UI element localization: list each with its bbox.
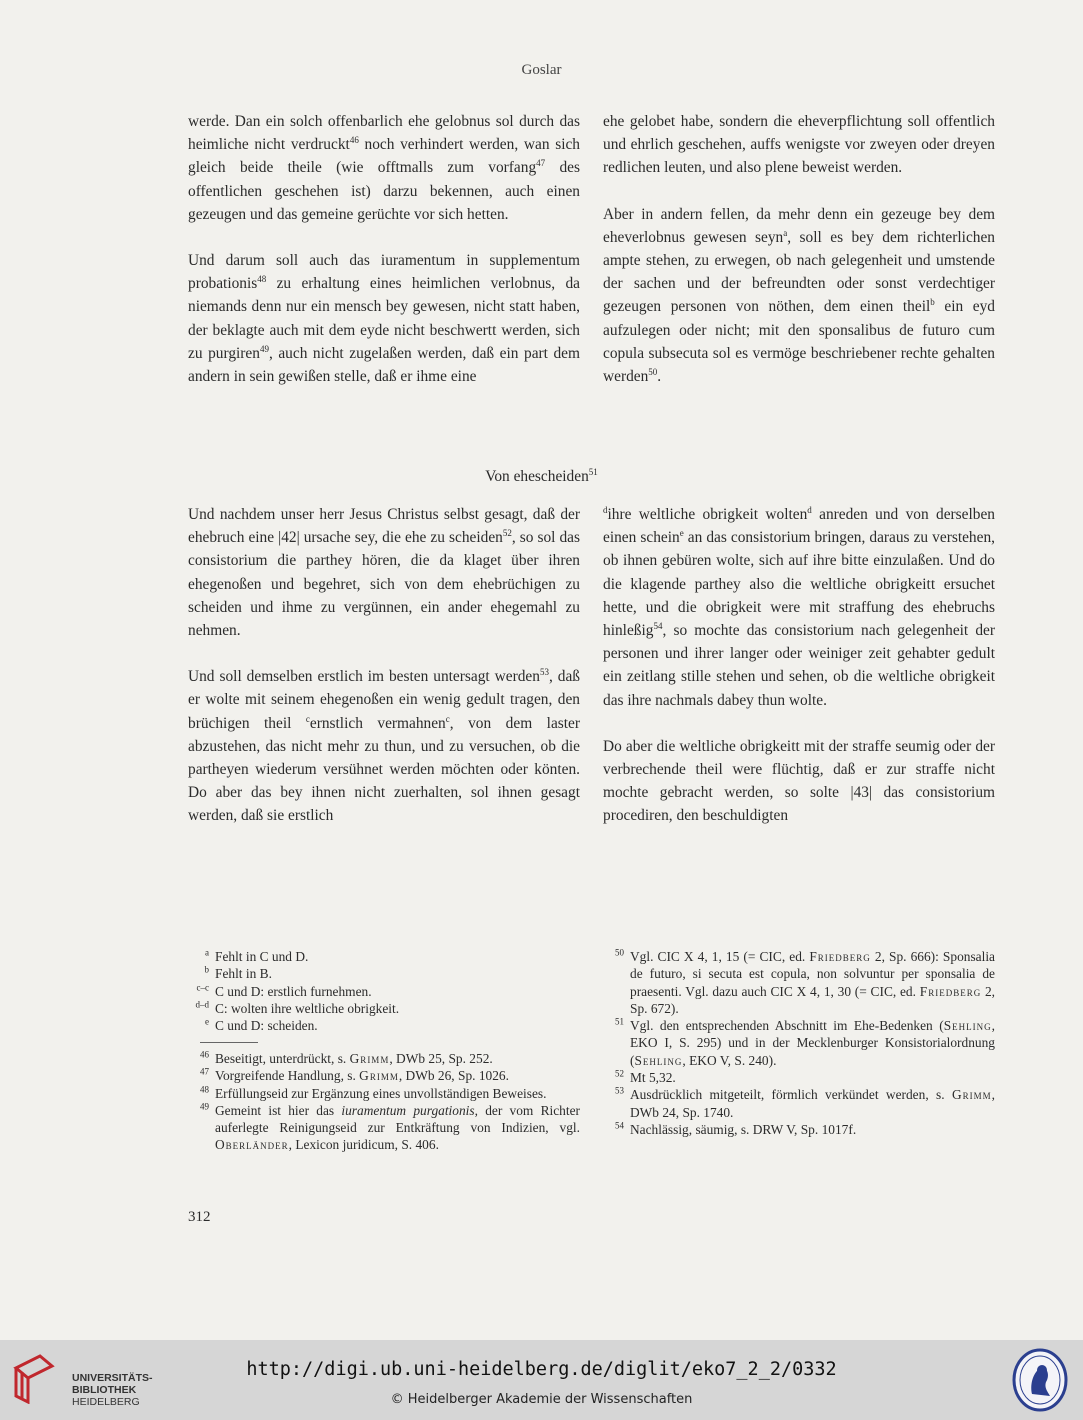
footnote: $^{46}$ Beseitigt, unterdrückt, s. Grimm, DWb 25, Sp. 252. xyxy=(200,1049,493,1066)
copyright-text: © Heidelberger Akademie der Wissenschaften xyxy=(390,1392,693,1407)
left-column-top xyxy=(188,110,580,388)
right-column-top xyxy=(603,110,995,388)
footnote: $^b$ Fehlt in B. xyxy=(204,964,272,982)
section-heading: Von ehescheiden$^{51}$ xyxy=(485,466,598,485)
footnote: $^{48}$ Erfüllungseid zur Ergänzung eines unvollständigen Beweises. xyxy=(200,1084,547,1101)
footnote: $^{47}$ Vorgreifende Handlung, s. Grimm, DWb 26, Sp. 1026. xyxy=(200,1066,509,1084)
left-column-bottom xyxy=(188,503,580,828)
footnotes-letters xyxy=(188,948,580,1034)
paragraph: ehe gelobet habe, sondern die eheverpflichtung soll offentlich und ehrlich geschehen, auffs wenigste vor zweyen oder dreyen redlichen leuten, und also plene beweist werden. xyxy=(603,113,995,177)
paragraph: Und nachdem unser herr Jesus Christus selbst gesagt, daß der ehebruch eine |42| ursache sey, die ehe zu scheiden$^{52}$, so sol das consistorium die parthey hören, die da klaget über ihren ehegenoßen und begehret, sich von dem ehebrüchigen zu scheiden und ihme zu vergünnen, ein ander ehegemahl zu nehmen. xyxy=(188,506,580,640)
right-column-bottom xyxy=(603,503,995,828)
paragraph: Und darum soll auch das iuramentum in supplementum probationis$^{48}$ zu erhaltung eines heimlichen verlobnus, da niemands denn nur ein mensch bey gewesen, nicht statt haben, der beklagte auch mit dem eyde nicht beschwertt werden, sich zu purgiren$^{49}$, auch nicht zugelaßen werden, daß ein part dem andern in sein gewißen stelle, daß er ihme eine xyxy=(188,252,580,386)
paragraph: werde. Dan ein solch offenbarlich ehe gelobnus sol durch das heimliche nicht verdruckt$^{46}$ noch verhindert werden, wan sich gleich beide theile (wie offtmalls zum vorfang$^{47}$ des offentlichen geschehen ist) darzu bekennen, auch einen gezeugen und das gemeine gerüchte vor sich hetten. xyxy=(188,113,580,223)
footnote: $^e$ C und D: scheiden. xyxy=(205,1016,318,1034)
running-head: Goslar xyxy=(521,62,562,78)
footnote: $^{49}$ Gemeint ist hier das iuramentum purgationis, der vom Richter auferlegte Reinigungseid zur Entkräftung von Indizien, vgl. Oberländer, Lexicon juridicum, S. 406. xyxy=(200,1101,580,1153)
footnote: $^{d-d}$ C: wolten ihre weltliche obrigkeit. xyxy=(195,999,400,1016)
footnote: $^{51}$ Vgl. den entsprechenden Abschnitt im Ehe-Bedenken (Sehling, EKO I, S. 295) und in der Mecklenburger Konsistorialordnung (Sehling, EKO V, S. 240). xyxy=(615,1016,995,1068)
permalink-url[interactable]: http://digi.ub.uni-heidelberg.de/diglit/eko7_2_2/0332 xyxy=(246,1359,837,1380)
academy-seal-icon[interactable] xyxy=(1012,1348,1068,1412)
footnote: $^{c-c}$ C und D: erstlich furnehmen. xyxy=(196,982,372,999)
paragraph: Do aber die weltliche obrigkeitt mit der straffe seumig oder der verbrechende theil were flüchtig, daß er zur straffe nicht mochte gebracht werden, so solte |43| das consistorium procediren, den beschuldigten xyxy=(603,737,995,825)
footnote: $^{52}$ Mt 5,32. xyxy=(615,1068,676,1086)
paragraph: $^d$ihre weltliche obrigkeit wolten$^d$ anreden und von derselben einen schein$^e$ an das consistorium bringen, daraus zu verstehen, ob ihnen gebüren wolte, sich auf ihre bitte einzulaßen. Und do die klagende parthey also die weltliche obrigkeitt ersuchet hette, und die obrigkeit were mit straffung des ehebruchs hinleßig$^{54}$, so mochte das consistorium nach gelegenheit der personen und ihrer langer oder weiniger zeit gehabter gedult ein zeitlang stille stehen und sehen, ob die weltliche obrigkeit das ihre nachmals dabey thun wolte. xyxy=(603,504,995,709)
footnote: $^{54}$ Nachlässig, säumig, s. DRW V, Sp. 1017f. xyxy=(615,1120,857,1137)
footnotes-right xyxy=(603,948,995,1138)
viewer-footer xyxy=(0,1340,1083,1420)
footnote: $^{53}$ Ausdrücklich mitgeteilt, förmlich verkündet werden, s. Grimm, DWb 24, Sp. 1740. xyxy=(615,1085,995,1120)
footnote: $^{50}$ Vgl. CIC X 4, 1, 15 (= CIC, ed. Friedberg 2, Sp. 666): Sponsalia de futuro, si secuta est copula, non solvuntur per sponsalia de praesenti. Vgl. dazu auch CIC X 4, 1, 30 (= CIC, ed. Friedberg 2, Sp. 672). xyxy=(615,947,996,1016)
footnotes-left xyxy=(188,1050,580,1154)
library-logo-text: UNIVERSITÄTS- BIBLIOTHEK HEIDELBERG xyxy=(72,1372,153,1408)
footnote: $^a$ Fehlt in C und D. xyxy=(205,947,309,964)
paragraph: Aber in andern fellen, da mehr denn ein gezeuge bey dem eheverlobnus gewesen seyn$^a$, soll es bey dem richterlichen ampte stehen, zu erwegen, ob nach gelegenheit und umstende der sachen und der befreundten oder sonst verdechtiger gezeugen personen von nöthen, dem einen theil$^b$ ein eyd aufzulegen oder nicht; mit den sponsalibus de futuro cum copula subsecuta sol es vermöge beschriebener rechte gehalten werden$^{50}$. xyxy=(603,205,995,386)
page-number: 312 xyxy=(188,1209,211,1225)
footnote-divider xyxy=(200,1042,258,1043)
paragraph: Und soll demselben erstlich im besten untersagt werden$^{53}$, daß er wolte mit seinem ehegenoßen ein wenig gedult tragen, den brüchigen theil $^c$ernstlich vermahnen$^c$, von dem laster abzustehen, das nicht mehr zu thun, und zu versuchen, ob die partheyen wiederum versühnet werden möchten oder könten. Do aber das bey ihnen nicht zuerhalten, sol ihnen gesagt werden, daß sie erstlich xyxy=(188,667,581,825)
